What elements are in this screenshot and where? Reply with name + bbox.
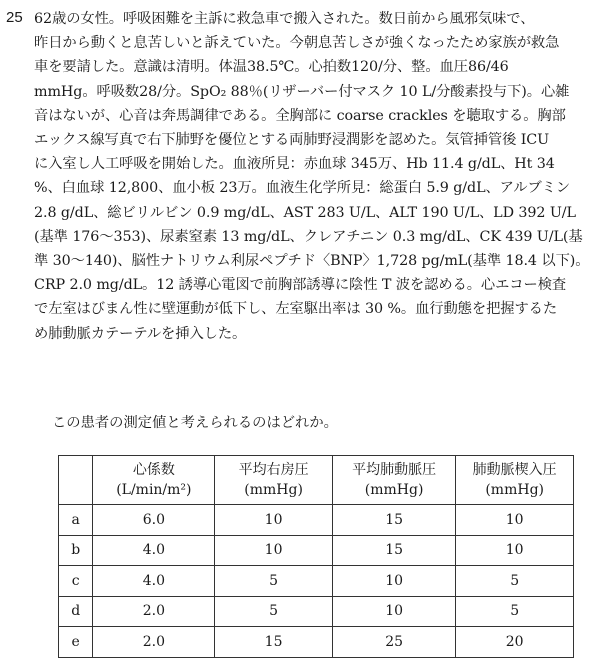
table-cell: 10 (332, 596, 455, 627)
header-right-atrial-pressure (215, 456, 333, 505)
header-unit: (mmHg) (364, 482, 424, 498)
question-number: 25 (6, 9, 23, 26)
header-label-cell (59, 456, 93, 505)
header-pulmonary-artery-pressure (332, 456, 455, 505)
table-row (59, 627, 574, 658)
row-label: a (59, 505, 93, 536)
case-line: で左室はびまん性に壁運動が低下し、左室駆出率は 30 %。血行動態を把握するた (34, 301, 558, 318)
table-cell: 15 (332, 505, 455, 536)
table-cell: 15 (215, 627, 333, 658)
case-line: 62歳の女性。呼吸困難を主訴に救急車で搬入された。数日前から風邪気味で、 (34, 11, 535, 27)
row-label: d (59, 596, 93, 627)
header-cardiac-index (93, 456, 215, 505)
header-name: 肺動脈楔入圧 (472, 462, 557, 478)
case-line: CRP 2.0 mg/dL。12 誘導心電図で前胸部誘導に陰性 T 波を認める。心エコー検査 (34, 277, 567, 294)
table-cell: 5 (215, 596, 333, 627)
case-line: 車を要請した。意識は清明。体温38.5℃。心拍数120/分、整。血圧86/46 (34, 59, 509, 76)
table-row (59, 566, 574, 597)
table-header-row (59, 456, 574, 505)
table-cell: 20 (456, 627, 574, 658)
case-line: 2.8 g/dL、総ビリルビン 0.9 mg/dL、AST 283 U/L、ALT 190 U/L、LD 392 U/L (34, 204, 576, 221)
table-cell: 5 (456, 596, 574, 627)
header-unit: (L/min/m²) (116, 482, 192, 498)
table-cell: 2.0 (93, 596, 215, 627)
table-cell: 4.0 (93, 566, 215, 597)
header-name: 心係数 (132, 462, 175, 478)
table-cell: 10 (456, 505, 574, 536)
table-cell: 10 (456, 535, 574, 566)
table-cell: 15 (332, 535, 455, 566)
row-label: b (59, 535, 93, 566)
table-cell: 6.0 (93, 505, 215, 536)
case-line: 準 30〜140)、脳性ナトリウム利尿ペプチド〈BNP〉1,728 pg/mL(基準 18.4 以下)。 (34, 253, 590, 270)
case-line: に入室し人工呼吸を開始した。血液所見：赤血球 345万、Hb 11.4 g/dL、Ht 34 (34, 156, 555, 173)
table-cell: 10 (332, 566, 455, 597)
case-line: 昨日から動くと息苦しいと訴えていた。今朝息苦しさが強くなったため家族が救急 (34, 35, 560, 52)
header-unit: (mmHg) (244, 482, 303, 498)
row-label: c (59, 566, 93, 597)
table-cell: 10 (215, 535, 333, 566)
answer-table (58, 455, 574, 658)
table-cell: 4.0 (93, 535, 215, 566)
row-label: e (59, 627, 93, 658)
header-wedge-pressure (456, 456, 574, 505)
header-name: 平均右房圧 (238, 462, 309, 478)
table-cell: 5 (215, 566, 333, 597)
table-cell: 5 (456, 566, 574, 597)
table-row (59, 596, 574, 627)
table-cell: 25 (332, 627, 455, 658)
question-prompt: この患者の測定値と考えられるのはどれか。 (52, 415, 338, 431)
case-line: %、白血球 12,800、血小板 23万。血液生化学所見：総蛋白 5.9 g/dL、アルブミン (34, 180, 571, 197)
case-line: め肺動脈カテーテルを挿入した。 (34, 325, 247, 342)
table-row (59, 505, 574, 536)
header-unit: (mmHg) (485, 482, 544, 498)
table-cell: 10 (215, 505, 333, 536)
case-description (34, 7, 590, 346)
table-row (59, 535, 574, 566)
case-line: 音はないが、心音は奔馬調律である。全胸部に coarse crackles を聴取する。胸部 (34, 107, 566, 124)
case-line: mmHg。呼吸数28/分。SpO₂ 88％(リザーバー付マスク 10 L/分酸素投与下)。心雑 (34, 83, 570, 100)
case-line: (基準 176〜353)、尿素窒素 13 mg/dL、クレアチニン 0.3 mg/dL、CK 439 U/L(基 (34, 228, 583, 245)
table-cell: 2.0 (93, 627, 215, 658)
header-name: 平均肺動脈圧 (352, 462, 437, 478)
case-line: エックス線写真で右下肺野を優位とする両肺野浸潤影を認めた。気管挿管後 ICU (34, 132, 550, 149)
